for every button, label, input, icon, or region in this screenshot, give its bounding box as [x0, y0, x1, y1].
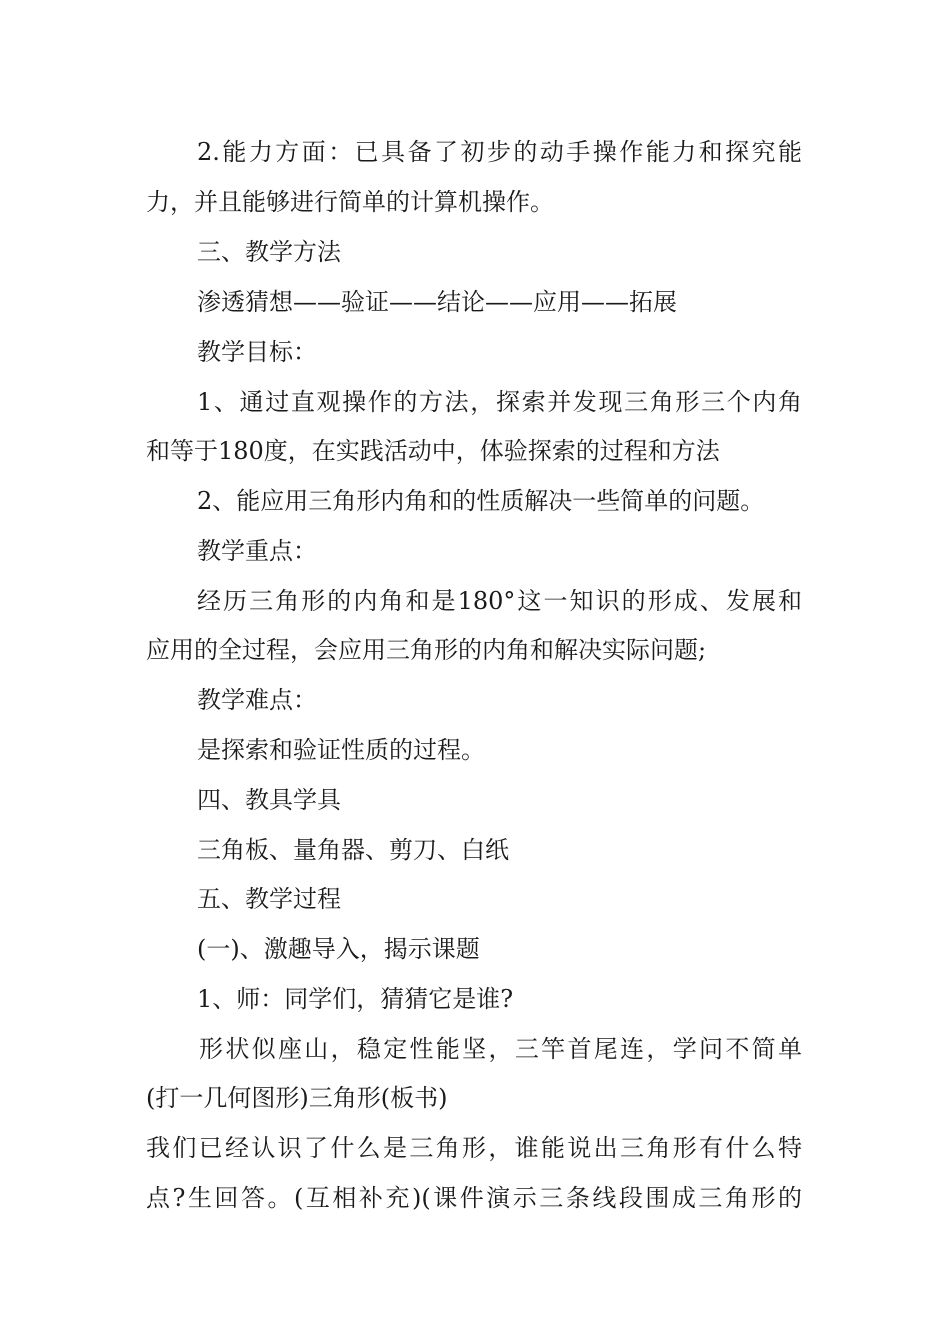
text-line-tools: 三角板、量角器、剪刀、白纸: [197, 836, 509, 864]
heading-teaching-focus: 教学重点：: [197, 537, 317, 565]
subheading-intro: (一)、激趣导入，揭示课题: [197, 935, 480, 963]
heading-teaching-difficulty: 教学难点：: [197, 686, 317, 714]
section-heading-teaching-method: 三、教学方法: [197, 238, 341, 266]
text-line-riddle: 形状似座山，稳定性能坚，三竿首尾连，学问不简单: [199, 1035, 802, 1063]
text-line-focus-cont: 应用的全过程，会应用三角形的内角和解决实际问题;: [146, 636, 707, 664]
text-line-triangle-features: 我们已经认识了什么是三角形，谁能说出三角形有什么特: [146, 1134, 802, 1162]
text-line-riddle-answer: (打一几何图形)三角形(板书): [146, 1084, 448, 1112]
text-line-ability: 2.能力方面：已具备了初步的动手操作能力和探究能: [197, 138, 802, 166]
text-line-riddle-question: 1、师：同学们，猜猜它是谁?: [197, 985, 514, 1013]
text-line-goal-2: 2、能应用三角形内角和的性质解决一些简单的问题。: [197, 487, 765, 515]
heading-teaching-goals: 教学目标：: [197, 338, 317, 366]
text-line-difficulty: 是探索和验证性质的过程。: [197, 736, 485, 764]
text-line-triangle-features-cont: 点?生回答。(互相补充)(课件演示三条线段围成三角形的: [146, 1184, 802, 1212]
section-heading-tools: 四、教具学具: [197, 786, 341, 814]
text-line-method-steps: 渗透猜想——验证——结论——应用——拓展: [197, 288, 677, 316]
text-line-goal-1-cont: 和等于180度，在实践活动中，体验探索的过程和方法: [146, 437, 720, 465]
section-heading-process: 五、教学过程: [197, 885, 341, 913]
text-line-goal-1: 1、通过直观操作的方法，探索并发现三角形三个内角: [197, 388, 802, 416]
text-line-ability-cont: 力，并且能够进行简单的计算机操作。: [146, 188, 554, 216]
text-line-focus: 经历三角形的内角和是180°这一知识的形成、发展和: [197, 587, 802, 615]
